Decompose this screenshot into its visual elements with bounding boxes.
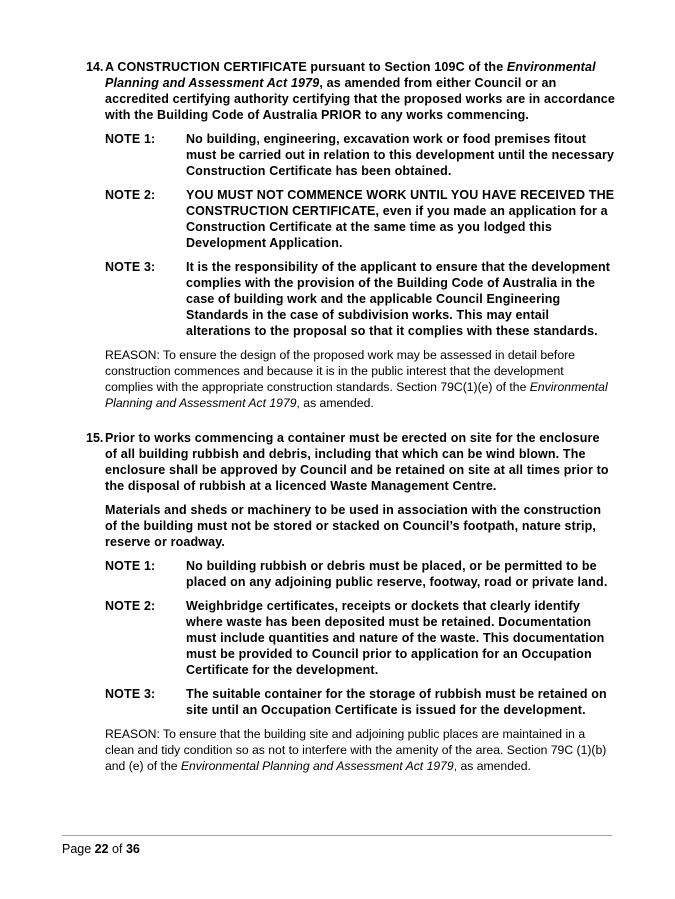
condition-body (105, 59, 615, 411)
condition-intro: A CONSTRUCTION CERTIFICATE pursuant to Section 109C of the Environmental Planning and Assessment Act 1979, as amended from either Council or an accredited certifying authority certifying that the proposed works are in accordance with the Building Code of Australia PRIOR to any works commencing. (105, 60, 615, 122)
note-label: NOTE 2: (105, 188, 156, 202)
page-footer: Page 22 of 36 (62, 842, 140, 856)
act-title: Environmental Planning and Assessment Act 1979 (180, 759, 454, 773)
note-text: No building rubbish or debris must be placed, or be permitted to be placed on any adjoining public reserve, footway, road or private land. (186, 559, 608, 589)
act-title: Environmental Planning and Assessment Act 1979 (105, 380, 608, 410)
condition-body (105, 430, 615, 774)
condition-number: 14. (86, 60, 104, 74)
note-text: No building, engineering, excavation work or food premises fitout must be carried out in relation to this development until the necessary Construction Certificate has been obtained. (186, 132, 615, 178)
note-label: NOTE 2: (105, 599, 156, 613)
reason-paragraph: REASON: To ensure the design of the proposed work may be assessed in detail before construction commences and because it is in the public interest that the development complies with the appropriate construction standards. Section 79C(1)(e) of the Environmental Planning and Assessment Act 1979, as amended. (105, 348, 608, 410)
note-text: YOU MUST NOT COMMENCE WORK UNTIL YOU HAVE RECEIVED THE CONSTRUCTION CERTIFICATE, even if you made an application for a Construction Certificate at the same time as you lodged this Development Application. (186, 188, 615, 250)
note-3 (105, 686, 615, 718)
note-label: NOTE 1: (105, 559, 156, 573)
condition-paragraph: Materials and sheds or machinery to be used in association with the construction of the building must not be stored or stacked on Council’s footpath, nature strip, reserve or roadway. (105, 503, 602, 549)
footer-divider (62, 835, 612, 836)
act-title: Environmental Planning and Assessment Act 1979 (105, 60, 596, 90)
condition-intro: Prior to works commencing a container must be erected on site for the enclosure of all building rubbish and debris, including that which can be wind blown. The enclosure shall be approved by Council and be retained on site at all times prior to the disposal of rubbish at a licenced Waste Management Centre. (105, 431, 609, 493)
reason-paragraph: REASON: To ensure that the building site and adjoining public places are maintained in a clean and tidy condition so as not to interfere with the amenity of the area. Section 79C (1)(b) and (e) of the Environmental Planning and Assessment Act 1979, as amended. (105, 727, 607, 773)
note-label: NOTE 1: (105, 132, 156, 146)
page-number: 22 (94, 842, 109, 856)
note-2 (105, 598, 615, 678)
note-2 (105, 187, 615, 251)
note-text: Weighbridge certificates, receipts or dockets that clearly identify where waste has been deposited must be retained. Documentation must include quantities and nature of the waste. This documentation must be provided to Council prior to application for an Occupation Certificate for the development. (186, 599, 605, 677)
note-label: NOTE 3: (105, 260, 156, 274)
note-label: NOTE 3: (105, 687, 156, 701)
note-text: The suitable container for the storage of rubbish must be retained on site until an Occupation Certificate is issued for the development. (186, 687, 607, 717)
note-1 (105, 558, 615, 590)
note-text: It is the responsibility of the applicant to ensure that the development complies with the provision of the Building Code of Australia in the case of building work and the applicable Council Engineering Standards in the case of subdivision works. This may entail alterations to the proposal so that it complies with these standards. (186, 260, 611, 338)
note-1 (105, 131, 615, 179)
condition-number: 15. (86, 431, 104, 445)
page-total: 36 (125, 842, 140, 856)
note-3 (105, 259, 615, 339)
